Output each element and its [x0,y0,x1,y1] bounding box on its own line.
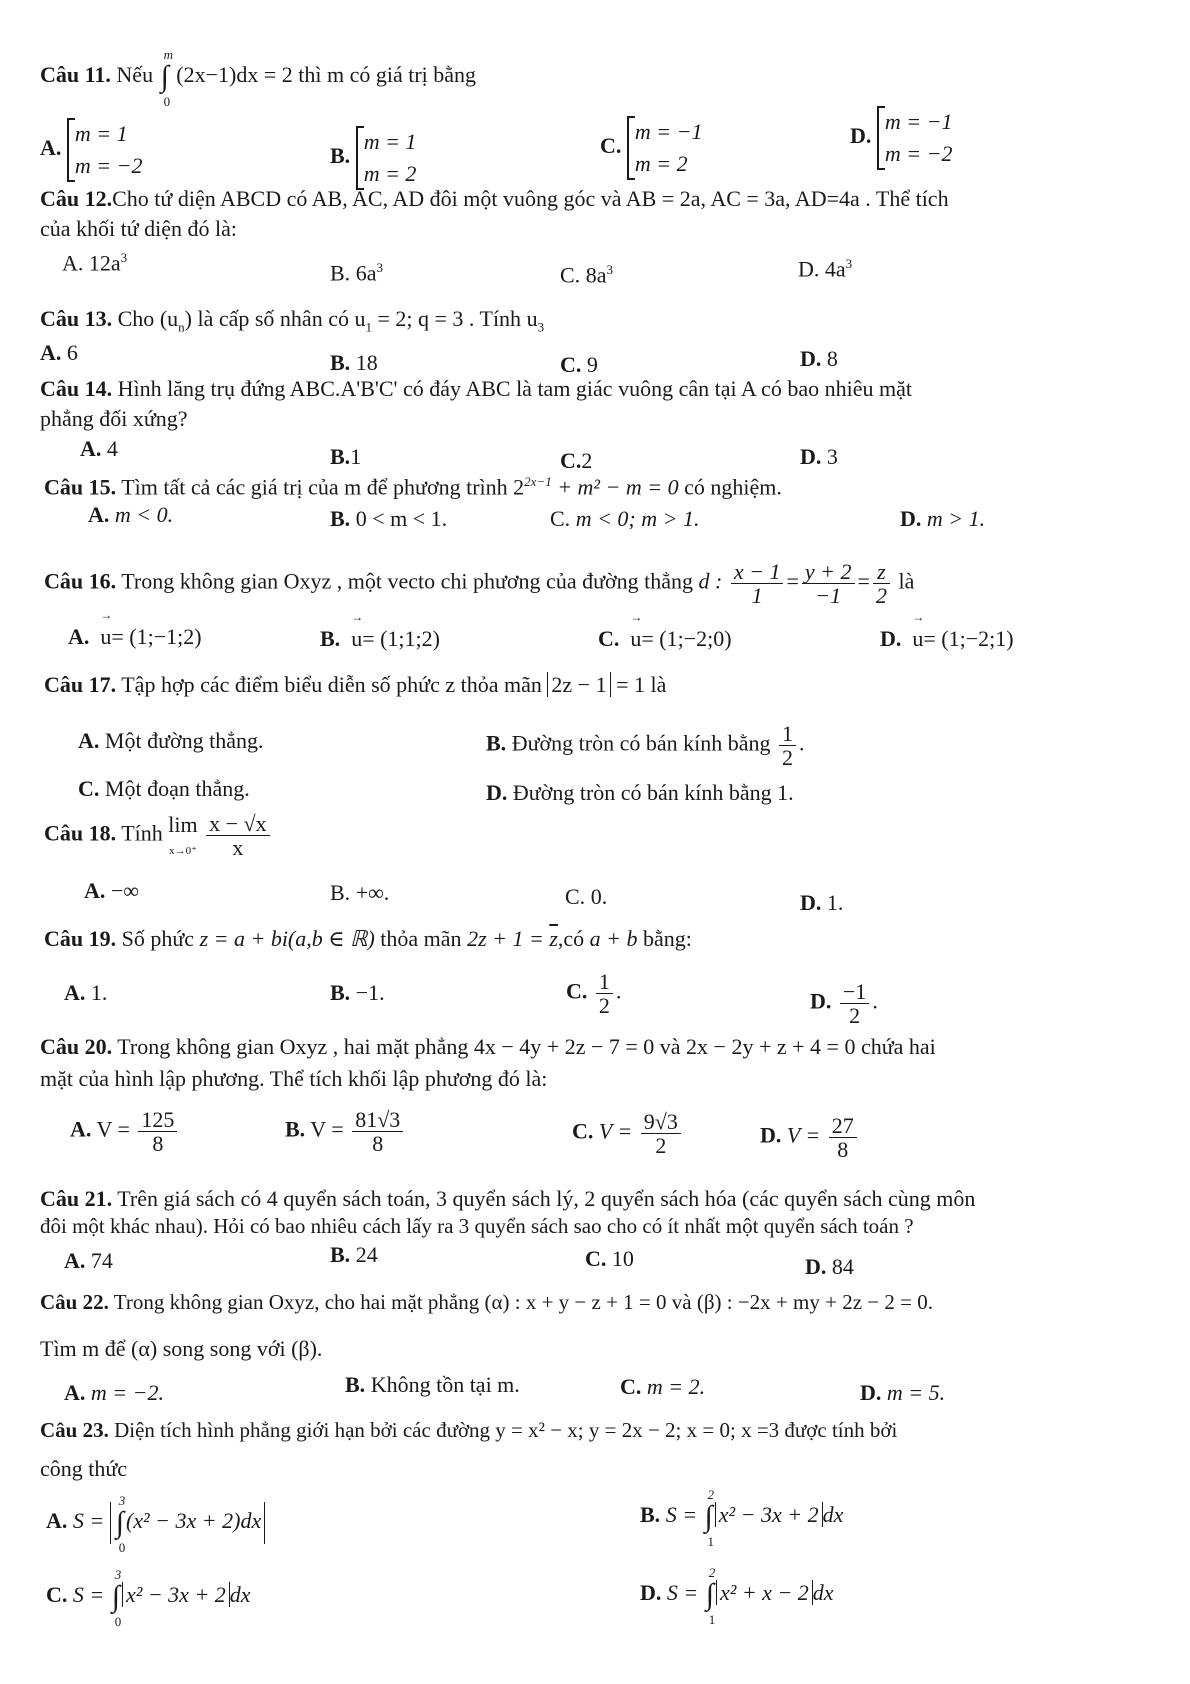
question-text: Nếu [116,62,154,88]
question-16: Câu 16. Trong không gian Oxyz , một vecto chi phương của đường thẳng d : $\frac{x - 1}{1}$ = $\frac{y + 2}{-1}$ = $\frac{z}{2}$ là [44,559,915,609]
option-a[interactable]: A. V = $\frac{125}{8}$ [70,1108,180,1155]
question-12 [40,186,949,212]
question-label: Câu 14. [40,376,113,401]
option-c[interactable]: C. S = ∫ 3 0 x² − 3x + 2 dx [46,1567,251,1629]
option-c[interactable]: C. 9 [560,352,598,377]
question-label: Câu 16. [44,568,117,594]
option-c[interactable]: C.2 [560,448,593,473]
option-d[interactable]: D. $\frac{-1}{2}$ . [810,979,878,1029]
question-text: phẳng đối xứng? [40,406,188,431]
option-a[interactable]: A. 1. [64,980,108,1005]
question-label: Câu 19. [44,926,117,951]
integral-sign: ∫ 3 0 [115,1493,126,1555]
question-label: Câu 21. [40,1186,113,1211]
sequence: $(u_n)$ [159,306,192,335]
option-a[interactable]: A. 6 [40,340,78,365]
option-a[interactable]: A. → u= (1;−1;2) [68,624,202,650]
option-d[interactable]: D. m = −1 m = −2 [850,106,952,170]
option-c[interactable]: C. Một đoạn thẳng. [78,776,250,801]
fraction: $\frac{z}{2}$ [873,560,890,607]
question-text: Trong không gian Oxyz , hai mặt phẳng 4x − 4y + 2z − 7 = 0 và 2x − 2y + z + 4 = 0 chứa hai [117,1034,936,1059]
question-text: thì m có giá trị bằng [298,62,477,88]
option-c[interactable]: C. m = −1 m = 2 [600,116,702,180]
integral-sign: ∫ m 0 [160,47,173,109]
fraction: $\frac{1}{2}$ [596,970,613,1017]
question-text: Tìm m để (α) song song với (β). [40,1336,323,1361]
question-21 [40,1186,975,1212]
question-label: Câu 15. [44,474,117,500]
fraction: $\frac{x - 1}{1}$ [731,560,784,607]
integrand: (2x−1)dx = 2 [176,62,293,88]
question-text: Trên giá sách có 4 quyển sách toán, 3 quyển sách lý, 2 quyển sách hóa (các quyển sách cùng môn [117,1186,976,1211]
option-b[interactable]: B. 18 [330,350,378,375]
question-label: Câu 13. [40,306,113,331]
question-label: Câu 17. [44,672,117,697]
option-b[interactable]: B. V = $\frac{81√3}{8}$ [285,1108,406,1155]
option-d[interactable]: D. 84 [805,1254,854,1279]
option-c[interactable]: C. m < 0; m > 1. [550,506,700,531]
fraction: $\frac{81√3}{8}$ [352,1108,403,1155]
option-d[interactable]: D. S = ∫ 2 1 x² + x − 2 dx [640,1565,834,1627]
option-c[interactable]: C. m = 2. [620,1374,706,1399]
option-c[interactable]: C. $\frac{1}{2}$ . [566,969,622,1019]
option-d[interactable]: D. m > 1. [900,506,986,531]
system-bracket: m = 1 m = 2 [356,126,417,190]
limit: lim x→0⁺ [168,811,198,857]
option-c[interactable]: C. $8a^3$ [560,262,613,288]
option-d[interactable]: D. $4a^3$ [798,256,853,282]
fraction: $\frac{9√3}{2}$ [641,1110,681,1157]
question-label: Câu 12. [40,186,113,211]
option-b[interactable]: B. m = 1 m = 2 [330,126,416,190]
option-a[interactable]: A. m = 1 m = −2 [40,118,142,182]
system-bracket: m = −1 m = −2 [877,106,953,170]
question-20 [40,1034,936,1060]
question-22 [40,1290,933,1315]
question-text: Cho tứ diện ABCD có AB, AC, AD đôi một vuông góc và AB = 2a, AC = 3a, AD=4a . Thể tích [112,186,949,211]
integral-sign: ∫ 2 1 [705,1565,716,1627]
question-15: Câu 15. Tìm tất cả các giá trị của m để phương trình $2^{2x-1} + m^2 - m = 0$ có nghiệm. [44,474,782,500]
option-d[interactable]: D. → u= (1;−2;1) [880,626,1014,652]
option-b[interactable]: B.1 [330,444,362,469]
question-text: mặt của hình lập phương. Thể tích khối lập phương đó là: [40,1066,548,1091]
option-b[interactable]: B. −1. [330,980,385,1005]
question-label: Câu 23. [40,1418,109,1442]
option-d[interactable]: D. Đường tròn có bán kính bằng 1. [486,780,794,805]
question-text: Diện tích hình phẳng giới hạn bởi các đường y = x² − x; y = 2x − 2; x = 0; x =3 được tính bởi [114,1418,898,1442]
option-c[interactable]: C. → u= (1;−2;0) [598,626,732,652]
question-text: của khối tứ diện đó là: [40,216,238,241]
option-b[interactable]: B. +∞. [330,880,390,905]
option-c[interactable]: C. V = $\frac{9√3}{2}$ [572,1110,684,1157]
fraction: $\frac{x - √x}{x}$ [206,812,269,859]
question-19: Câu 19. Số phức z = a + bi(a,b ∈ ℝ) thỏa mãn $2z + 1 = \overline{z},có$ a + b bằng: [44,926,692,951]
option-a[interactable]: A. S = ∫ 3 0 (x² − 3x + 2)dx [46,1502,265,1544]
fraction: $\frac{27}{8}$ [829,1114,857,1161]
question-text: công thức [40,1456,128,1481]
question-14 [40,376,912,402]
fraction: $\frac{125}{8}$ [138,1108,177,1155]
integral-sign: ∫ 2 1 [704,1487,715,1549]
option-d[interactable]: D. 3 [800,444,838,469]
question-label: Câu 18. [44,820,117,846]
question-18: Câu 18. Tính lim x→0⁺ $\frac{x - √x}{x}$ [44,812,273,859]
fraction: $\frac{1}{2}$ [779,722,796,769]
question-text: đôi một khác nhau). Hỏi có bao nhiêu cách lấy ra 3 quyển sách sao cho có ít nhất một quyển sách toán ? [40,1214,914,1238]
question-label: Câu 11. [40,62,111,88]
option-a[interactable]: A. Một đường thẳng. [78,728,264,753]
option-a[interactable]: A. −∞ [84,878,139,903]
absolute-value: ∫ 3 0 (x² − 3x + 2)dx [110,1502,265,1544]
option-a[interactable]: A. 74 [64,1248,113,1273]
question-text: Trong không gian Oxyz, cho hai mặt phẳng (α) : x + y − z + 1 = 0 và (β) : −2x + my + 2z − 2 = 0. [113,1290,933,1314]
integral-sign: ∫ 3 0 [111,1567,122,1629]
option-b[interactable]: B. → u= (1;1;2) [320,626,440,652]
fraction: $\frac{y + 2}{-1}$ [802,560,855,607]
question-text: Hình lăng trụ đứng ABC.A'B'C' có đáy ABC là tam giác vuông cân tại A có bao nhiêu mặt [117,376,912,401]
option-d[interactable]: D. m = 5. [860,1380,946,1405]
option-d[interactable]: D. V = $\frac{27}{8}$ [760,1114,860,1161]
option-a[interactable]: A. m = −2. [64,1380,164,1405]
option-c[interactable]: C. 10 [585,1246,634,1271]
option-b[interactable]: B. Không tồn tại m. [345,1372,520,1397]
option-d[interactable]: D. 8 [800,346,838,371]
fraction: $\frac{-1}{2}$ [840,980,869,1027]
option-b[interactable]: B. Đường tròn có bán kính bằng $\frac{1}{2}$ . [486,721,805,771]
option-b[interactable]: B. 0 < m < 1. [330,506,448,531]
option-c[interactable]: C. 0. [565,884,608,909]
question-label: Câu 22. [40,1290,109,1314]
option-b[interactable]: B. $6a^3$ [330,260,383,286]
system-bracket: m = −1 m = 2 [627,116,703,180]
question-23 [40,1418,897,1443]
option-b[interactable]: B. 24 [330,1242,378,1267]
system-bracket: m = 1 m = −2 [67,118,143,182]
option-d[interactable]: D. 1. [800,890,844,915]
option-a[interactable]: A. 4 [80,436,118,461]
option-a[interactable]: A. m < 0. [88,502,174,527]
question-17: Câu 17. Tập hợp các điểm biểu diễn số phức z thỏa mãn 2z − 1 = 1 là [44,672,667,697]
question-11 [40,47,477,109]
question-label: Câu 20. [40,1034,113,1059]
option-b[interactable]: B. S = ∫ 2 1 x² − 3x + 2 dx [640,1487,844,1549]
question-13: Câu 13. Cho $(u_n)$ là cấp số nhân có $u_1 = 2$; q = 3 . Tính $u_3$ [40,306,545,335]
option-a[interactable]: A. $12a^3$ [62,250,128,276]
